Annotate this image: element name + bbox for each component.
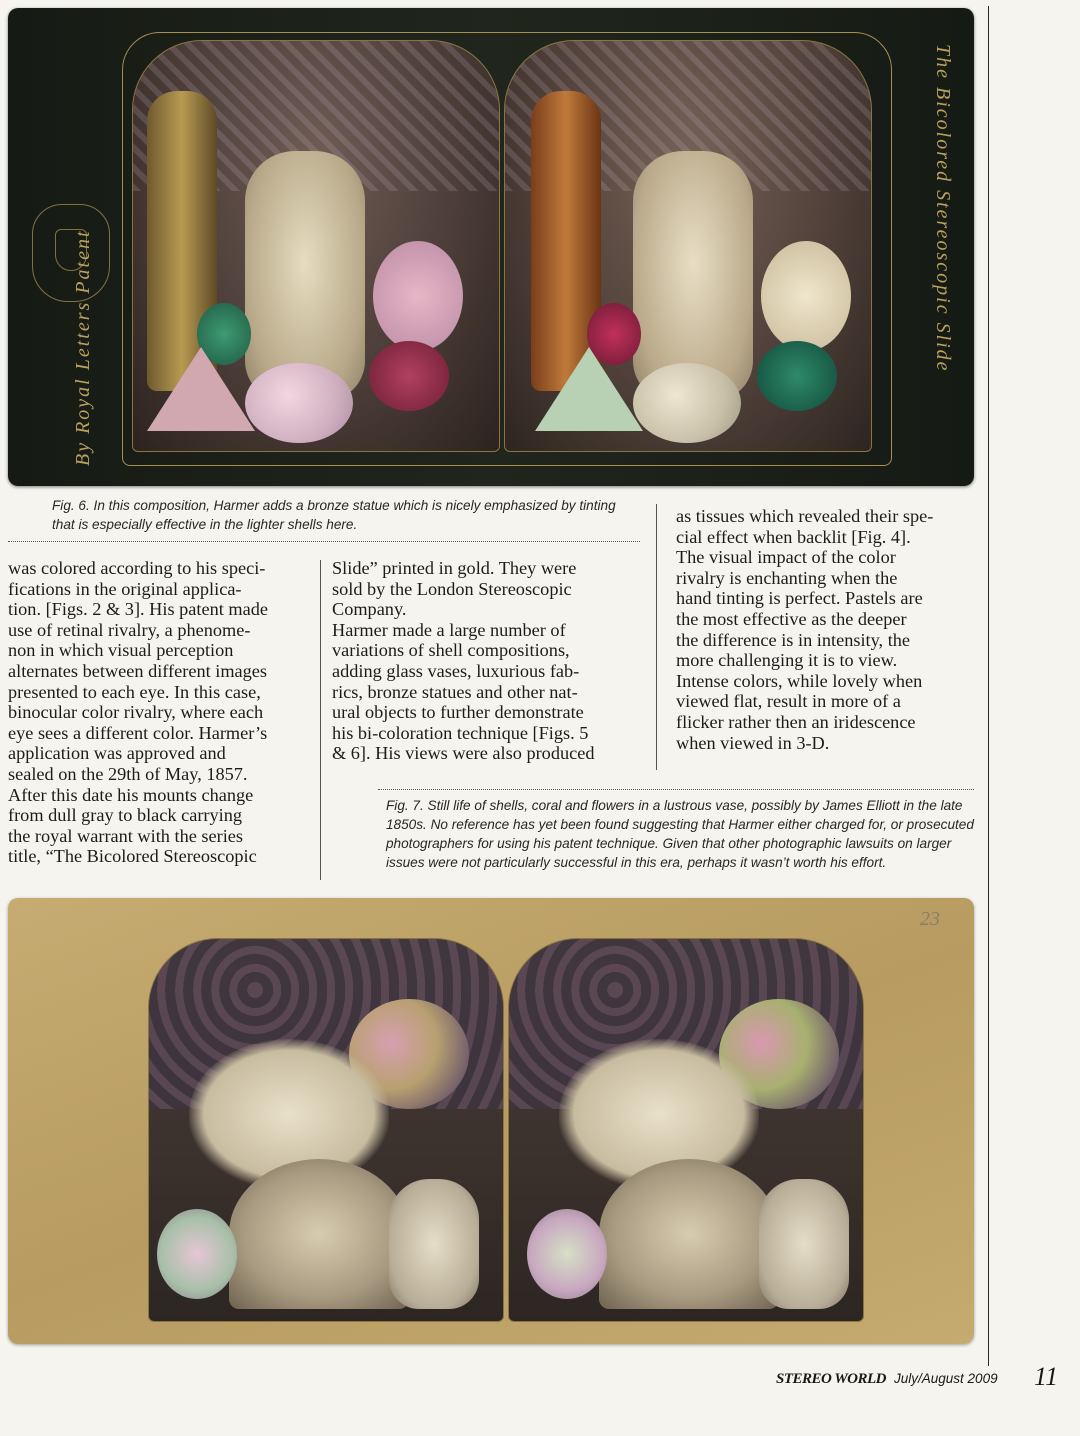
cream-shell [761, 241, 851, 351]
issue-date: July/August 2009 [894, 1371, 998, 1386]
nautilus-shell [527, 1209, 607, 1299]
magazine-name: STEREO WORLD [776, 1371, 887, 1387]
column-divider-1 [320, 560, 321, 880]
page-number: 11 [1034, 1362, 1059, 1391]
body-column-1: was colored according to his speci- fications in the original applica- tion. [Figs. 2 & 3]. His patent made use of retinal rivalry, a phenome- non in which visual perception alternates between different images presented to each eye. In this case, binocular color rivalry, where each eye sees a different color. Harmer’s application was approved and sealed on the 29th of May, 1857. After this date his mounts change from dull gray to black carrying the royal warrant with the series title, “The Bicolored Stereoscopic [8, 558, 268, 867]
cone-shell [535, 347, 643, 431]
card-side-text-right: The Bicolored Stereoscopic Slide [932, 44, 954, 373]
green-shell [757, 341, 837, 411]
page-footer [776, 1370, 998, 1388]
body-column-3: as tissues which revealed their spe- cial effect when backlit [Fig. 4]. The visual impact of the color rivalry is enchanting when the hand tinting is perfect. Pastels are the most effective as the deeper the difference is in intensity, the more challenging it is to view. Intense colors, while lovely when viewed flat, result in more of a flicker rather then an iridescence when viewed in 3-D. [676, 506, 934, 753]
stereo-image-left [148, 938, 504, 1322]
royal-crest-icon [32, 204, 110, 302]
caption-dotted-rule [8, 541, 640, 542]
figure-6-caption: Fig. 6. In this composition, Harmer adds a bronze statue which is nicely emphasized by tinting that is especially effective in the lighter shells here. [52, 498, 616, 532]
painted-vase [389, 1179, 479, 1309]
caption-dotted-rule [378, 789, 974, 790]
painted-vase [759, 1179, 849, 1309]
stereo-image-right [508, 938, 864, 1322]
coral-mound [229, 1159, 409, 1309]
body-column-2: Slide” printed in gold. They were sold by the London Stereoscopic Company. Harmer made a large number of variations of shell compositions, adding glass vases, luxurious fab- rics, bronze statues and other nat- ural objects to further demonstrate his bi-coloration technique [Figs. 5 & 6]. His views were also produced [332, 558, 595, 764]
figure-7-stereoview-card [8, 898, 974, 1344]
cone-shell [147, 347, 255, 431]
stereo-image-right [504, 40, 872, 452]
nautilus-shell [157, 1209, 237, 1299]
column-divider-2 [656, 504, 657, 770]
red-shell [369, 341, 449, 411]
figure-6-stereoview-card [8, 8, 974, 486]
card-number: 23 [920, 908, 940, 930]
coral-mound [599, 1159, 779, 1309]
pink-shell [373, 241, 463, 351]
card-side-text-left: By Royal Letters Patent [72, 229, 94, 466]
figure-7-caption: Fig. 7. Still life of shells, coral and flowers in a lustrous vase, possibly by James Elliott in the late 1850s. No reference has yet been found suggesting that Harmer either charged for, or prosecuted photographers for using his patent technique. Given that other photographic lawsuits on larger issues were not particularly successful in this era, perhaps it wasn’t worth his effort. [386, 798, 974, 870]
spiral-shell [633, 363, 741, 443]
spiral-shell [245, 363, 353, 443]
page-edge-rule [988, 6, 989, 1366]
stereo-image-left [132, 40, 500, 452]
